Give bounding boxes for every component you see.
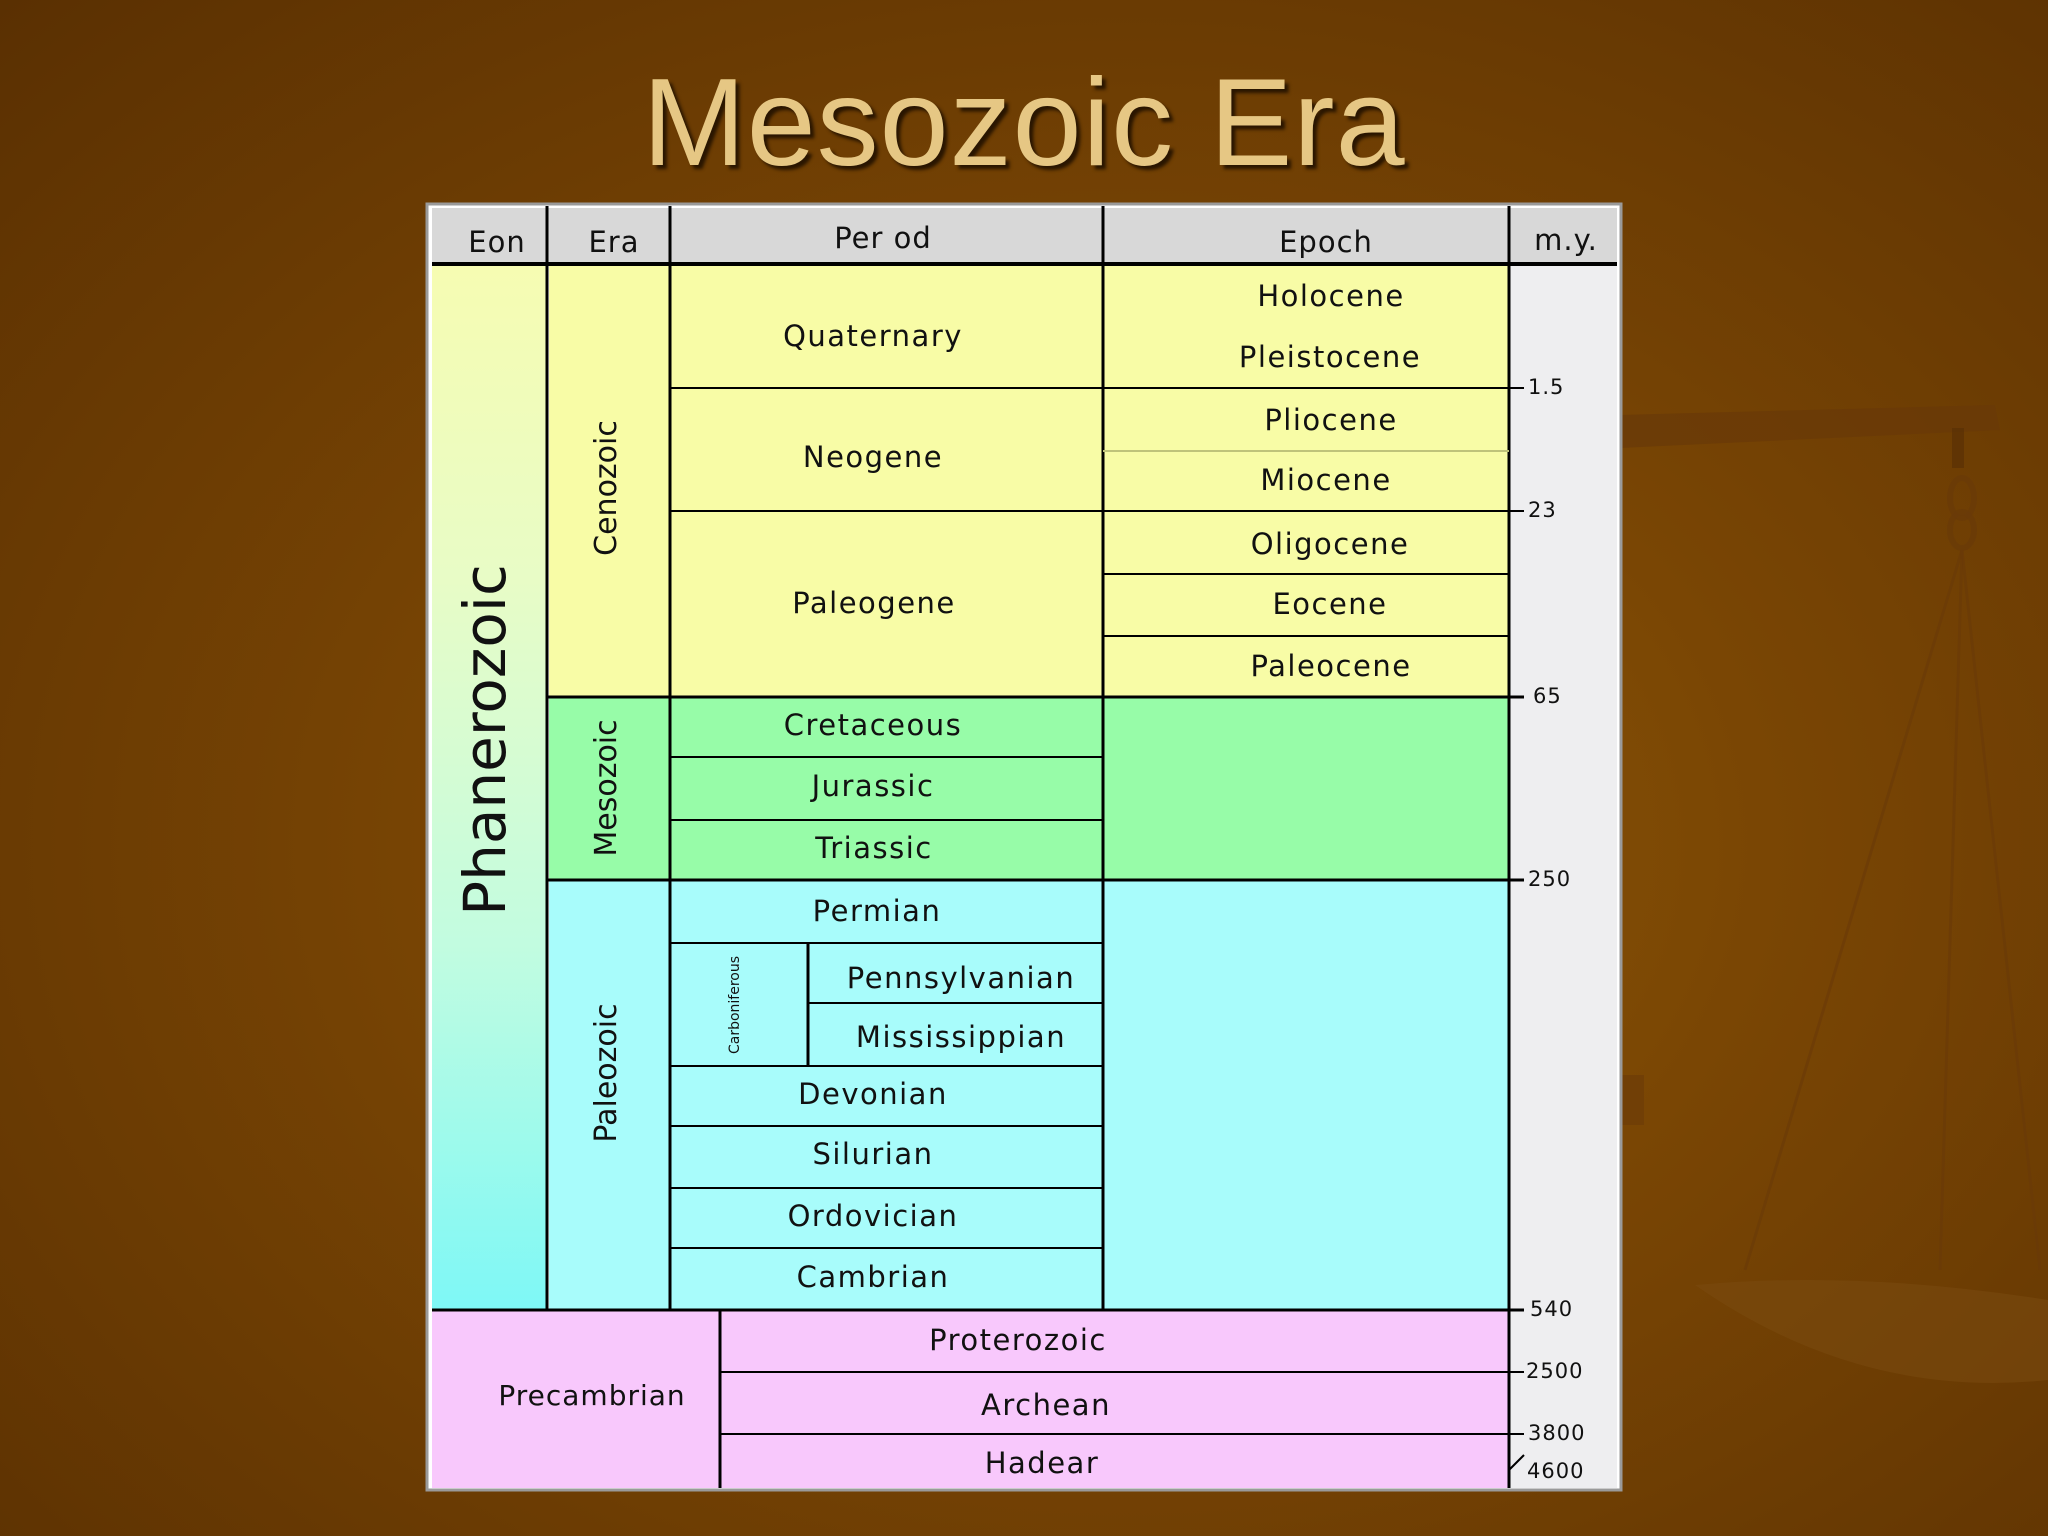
era-cenozoic: Cenozoic (589, 420, 624, 556)
mesozoic-block (549, 697, 1509, 880)
tick-3800: 3800 (1528, 1421, 1586, 1445)
period-cretaceous: Cretaceous (783, 708, 963, 742)
tick-250: 250 (1528, 867, 1572, 891)
header-period: Per od (834, 221, 932, 255)
period-pennsylvanian: Pennsylvanian (846, 961, 1076, 995)
epoch-eocene: Eocene (1272, 587, 1388, 621)
tick-65: 65 (1533, 684, 1562, 708)
era-mesozoic: Mesozoic (589, 719, 624, 857)
period-permian: Permian (812, 894, 942, 928)
eon-phanerozoic: Phanerozoic (451, 564, 519, 916)
eon-hadean: Hadear (984, 1446, 1100, 1480)
header-my: m.y. (1534, 223, 1598, 257)
tick-540: 540 (1530, 1297, 1574, 1321)
slide-title: Mesozoic Era (642, 54, 1406, 192)
period-cambrian: Cambrian (796, 1260, 950, 1294)
tick-23: 23 (1528, 498, 1557, 522)
eon-proterozoic: Proterozoic (929, 1323, 1107, 1357)
epoch-pliocene: Pliocene (1264, 403, 1398, 437)
tick-1-5: 1.5 (1528, 375, 1565, 399)
eon-precambrian: Precambrian (498, 1379, 686, 1412)
header-epoch: Epoch (1279, 225, 1373, 259)
period-devonian: Devonian (798, 1077, 948, 1111)
period-quaternary: Quaternary (783, 319, 963, 353)
epoch-pleistocene: Pleistocene (1238, 340, 1422, 374)
era-paleozoic: Paleozoic (589, 1003, 624, 1143)
period-triassic: Triassic (815, 831, 933, 865)
tick-2500: 2500 (1526, 1359, 1584, 1383)
period-carboniferous: Carboniferous (727, 955, 743, 1055)
header-eon: Eon (468, 225, 526, 259)
header-era: Era (588, 225, 640, 259)
period-silurian: Silurian (812, 1137, 934, 1171)
period-neogene: Neogene (802, 440, 944, 474)
epoch-oligocene: Oligocene (1250, 527, 1410, 561)
epoch-holocene: Holocene (1257, 279, 1405, 313)
eon-archean: Archean (981, 1388, 1111, 1422)
period-ordovician: Ordovician (787, 1199, 959, 1233)
period-mississippian: Mississippian (855, 1020, 1067, 1054)
epoch-paleocene: Paleocene (1250, 649, 1412, 683)
epoch-miocene: Miocene (1260, 463, 1392, 497)
period-jurassic: Jurassic (811, 769, 935, 803)
tick-4600: 4600 (1527, 1459, 1585, 1483)
period-paleogene: Paleogene (792, 586, 956, 620)
paleozoic-block (549, 880, 1509, 1309)
